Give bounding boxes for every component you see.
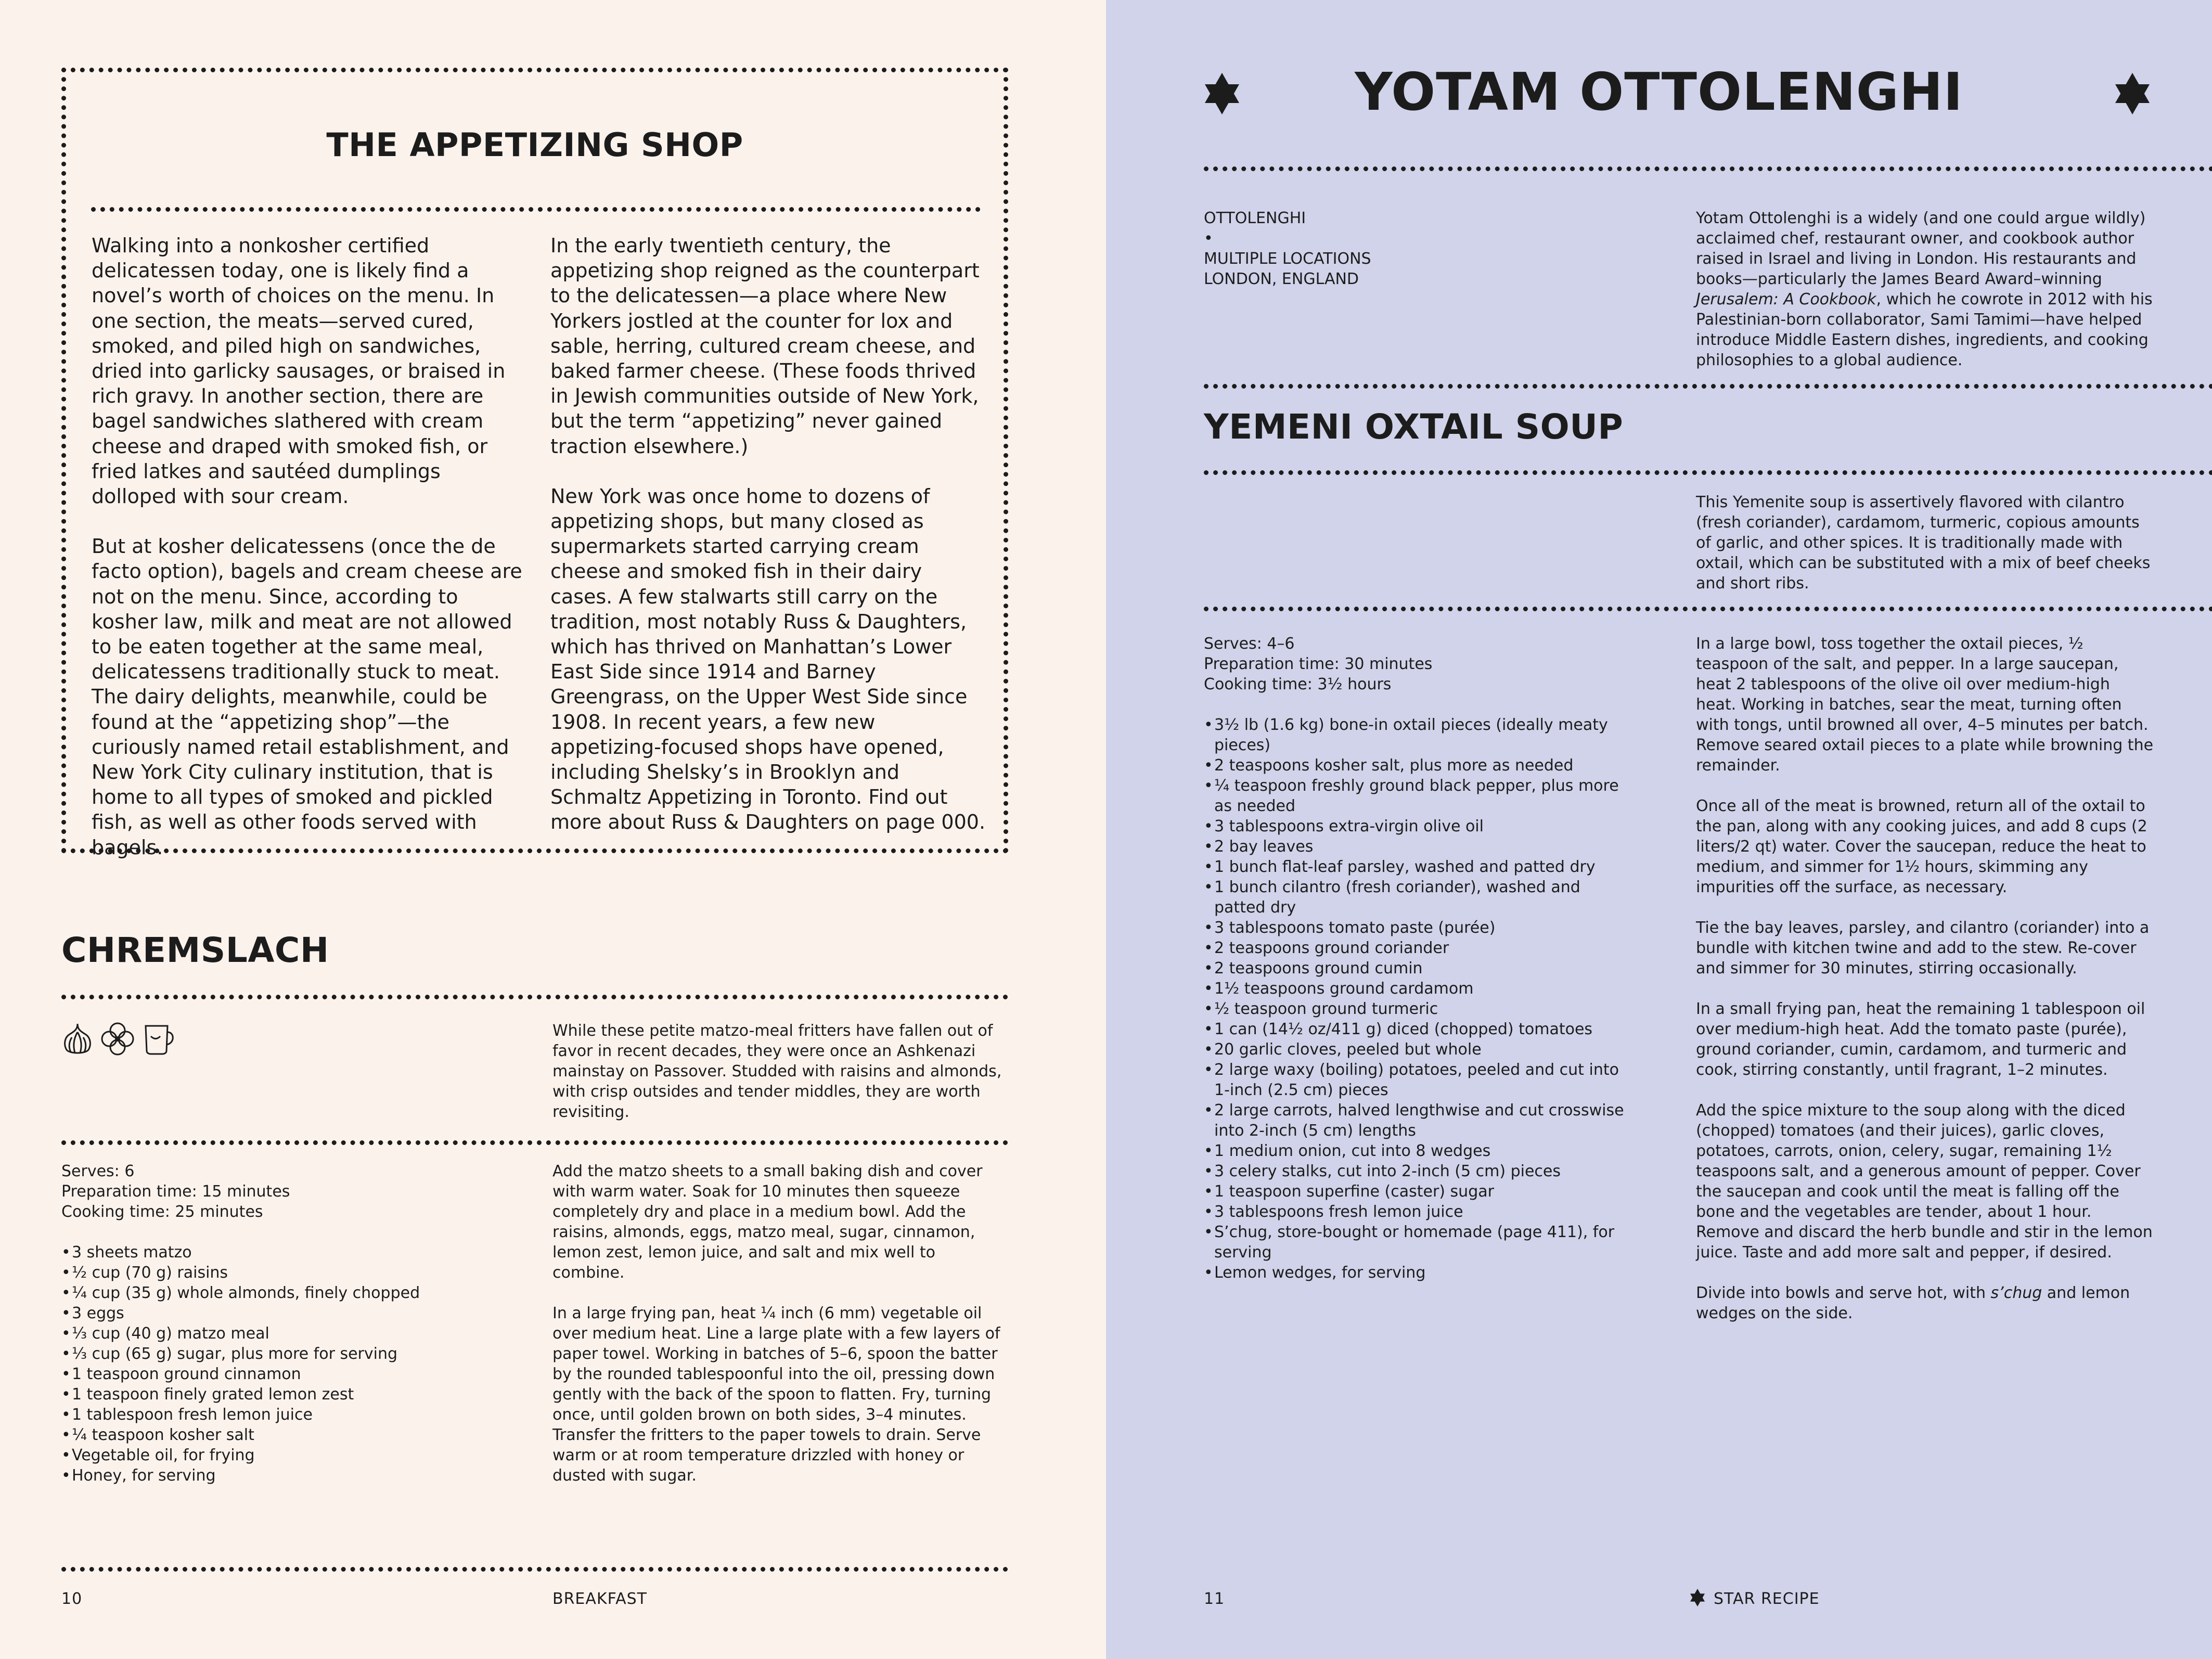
ingredient-item: • 2 teaspoons kosher salt, plus more as needed bbox=[1204, 755, 1630, 776]
method-step: Add the matzo sheets to a small baking dish and cover with warm water. Soak for 10 minutes then squeeze completely dry and place in a medium bowl. Add the raisins, almonds, eggs, matzo meal, sugar, cinnamon, lemon zest, lemon juice, and salt and mix well to combine. bbox=[552, 1162, 983, 1282]
ingredient-item: • 2 teaspoons ground coriander bbox=[1204, 938, 1630, 958]
ingredient-item: • 3 tablespoons fresh lemon juice bbox=[1204, 1202, 1630, 1222]
recipe-meta bbox=[1204, 634, 1651, 695]
restaurant-bullet: • bbox=[1204, 229, 1213, 248]
ingredient-item: • 1 bunch flat-leaf parsley, washed and patted dry bbox=[1204, 857, 1630, 877]
sidebar-column-1 bbox=[92, 233, 524, 885]
ingredient-item: • ¼ teaspoon freshly ground black pepper, plus more as needed bbox=[1204, 776, 1630, 816]
ingredient-item: • 1 teaspoon finely grated lemon zest bbox=[61, 1384, 519, 1405]
ingredient-item: • 1 teaspoon superfine (caster) sugar bbox=[1204, 1181, 1630, 1202]
section-name: BREAKFAST bbox=[552, 1590, 647, 1608]
star-of-david-icon bbox=[2114, 73, 2151, 114]
restaurant-info bbox=[1204, 208, 1620, 289]
star-of-david-icon bbox=[1690, 1589, 1705, 1606]
footer-label: STAR RECIPE bbox=[1714, 1590, 1820, 1608]
ingredient-item: • 1 can (14½ oz/411 g) diced (chopped) tomatoes bbox=[1204, 1019, 1630, 1039]
ingredient-item: • 1 tablespoon fresh lemon juice bbox=[61, 1405, 519, 1425]
sidebar-paragraph: In the early twentieth century, the appetizing shop reigned as the counterpart to the delicatessen—a place where New Yorkers jostled at the counter for lox and sable, herring, cultured cream cheese, and baked farmer cheese. (These foods thrived in Jewish communities outside of New York, but the term “appetizing” never gained traction elsewhere.) bbox=[550, 234, 980, 458]
garlic-icon bbox=[61, 1022, 94, 1056]
sidebar-title: THE APPETIZING SHOP bbox=[326, 126, 743, 164]
ingredient-item: • 3 sheets matzo bbox=[61, 1242, 519, 1263]
ingredient-item: • 3 tablespoons extra-virgin olive oil bbox=[1204, 816, 1630, 837]
recipe-icons bbox=[61, 1022, 178, 1058]
bio-book-title: Jerusalem: A Cookbook bbox=[1696, 290, 1876, 308]
recipe-title: CHREMSLACH bbox=[61, 930, 329, 970]
sidebar-paragraph: Walking into a nonkosher certified delicatessen today, one is likely find a novel’s worth of choices on the menu. In one section, the meats—served cured, smoked, and piled high on sandwiches, dried into garlicky sausages, or braised in rich gravy. In another section, there are bagel sandwiches slathered with cream cheese and draped with smoked fish, or fried latkes and sautéed dumplings dolloped with sour cream. bbox=[92, 234, 506, 508]
ingredient-item: • ¼ cup (35 g) whole almonds, finely chopped bbox=[61, 1283, 519, 1303]
ingredient-list bbox=[1204, 715, 1630, 1283]
ingredient-item: • Lemon wedges, for serving bbox=[1204, 1263, 1630, 1283]
ingredient-item: • 2 large waxy (boiling) potatoes, peeled and cut into 1-inch (2.5 cm) pieces bbox=[1204, 1060, 1630, 1100]
chef-bio bbox=[1696, 208, 2154, 370]
sidebar-paragraph: But at kosher delicatessens (once the de facto option), bagels and cream cheese are not on the menu. Since, according to kosher law, milk and meat are not allowed to be eaten together at the same meal, delicatessens traditionally stuck to meat. The dairy delights, meanwhile, could be found at the “appetizing shop”—the curiously named retail establishment, and New York City culinary institution, that is home to all types of smoked and pickled fish, as well as other foods served with bagels. bbox=[92, 535, 522, 859]
ingredient-item: • 3 celery stalks, cut into 2-inch (5 cm) pieces bbox=[1204, 1161, 1630, 1181]
page-number: 10 bbox=[61, 1590, 83, 1608]
ingredient-item: • 1 bunch cilantro (fresh coriander), washed and patted dry bbox=[1204, 877, 1630, 918]
sidebar-column-2 bbox=[550, 233, 987, 860]
chef-title-rule bbox=[1204, 166, 2212, 171]
ingredient-item: • 2 bay leaves bbox=[1204, 837, 1630, 857]
ingredient-item: • 2 teaspoons ground cumin bbox=[1204, 958, 1630, 979]
ingredient-item: • S’chug, store-bought or homemade (page 411), for serving bbox=[1204, 1222, 1630, 1263]
recipe-title-rule bbox=[61, 995, 1008, 999]
footer-rule bbox=[61, 1567, 1008, 1572]
sidebar-paragraph: New York was once home to dozens of appetizing shops, but many closed as supermarkets started carrying cream cheese and smoked fish in their dairy cases. A few stalwarts still carry on the tradition, most notably Russ & Daughters, which has thrived on Manhattan’s Lower East Side since 1914 and Barney Greengrass, on the Upper West Side since 1908. In recent years, a few new appetizing-focused shops have opened, including Shelsky’s in Brooklyn and Schmaltz Appetizing in Toronto. Find out more about Russ & Daughters on page 000. bbox=[550, 484, 986, 834]
method-step: Once all of the meat is browned, return all of the oxtail to the pan, along with any cooking juices, and add 8 cups (2 liters/2 qt) water. Cover the saucepan, reduce the heat to medium, and simmer for 1½ hours, skimming any impurities off the surface, as necessary. bbox=[1696, 797, 2147, 896]
recipe-meta bbox=[61, 1161, 519, 1222]
ingredient-item: • 20 garlic cloves, peeled but whole bbox=[1204, 1039, 1630, 1060]
mug-icon bbox=[142, 1022, 178, 1056]
ingredient-item: • 3 eggs bbox=[61, 1303, 519, 1323]
serves: Serves: 6 bbox=[61, 1162, 135, 1180]
ingredient-item: • 3 tablespoons tomato paste (purée) bbox=[1204, 918, 1630, 938]
ingredient-item: • Vegetable oil, for frying bbox=[61, 1445, 519, 1465]
method-step: Add the spice mixture to the soup along with the diced (chopped) tomatoes (and their juices), garlic cloves, potatoes, carrots, onion, celery, sugar, remaining 1½ teaspoons salt, and a generous amount of pepper. Cover the saucepan and cook until the meat is falling off the bone and the vegetables are tender, about 1 hour. Remove and discard the herb bundle and stir in the lemon juice. Taste and add more salt and pepper, if desired. bbox=[1696, 1101, 2153, 1262]
method-step: In a large bowl, toss together the oxtail pieces, ½ teaspoon of the salt, and pepper. In a large saucepan, heat 2 tablespoons of the olive oil over medium-high heat. Working in batches, sear the meat, turning often with tongs, until browned all over, 4–5 minutes per batch. Remove seared oxtail pieces to a plate while browning the remainder. bbox=[1696, 635, 2154, 775]
prep-time: Preparation time: 30 minutes bbox=[1204, 655, 1433, 673]
ingredient-item: • 3½ lb (1.6 kg) bone-in oxtail pieces (ideally meaty pieces) bbox=[1204, 715, 1630, 755]
ingredient-item: • Honey, for serving bbox=[61, 1465, 519, 1486]
bio-text: Yotam Ottolenghi is a widely (and one could argue wildly) acclaimed chef, restaurant owner, and cookbook author raised in Israel and living in London. His restaurants and books—particularly the James Beard Award–winning bbox=[1696, 209, 2146, 288]
method-text: and lemon wedges on the side. bbox=[1696, 1284, 2130, 1322]
ingredient-item: • ½ teaspoon ground turmeric bbox=[1204, 999, 1630, 1019]
ingredient-item: • ⅓ cup (40 g) matzo meal bbox=[61, 1323, 519, 1344]
method-step: Tie the bay leaves, parsley, and cilantro (coriander) into a bundle with kitchen twine and add to the stew. Re-cover and simmer for 30 minutes, stirring occasionally. bbox=[1696, 919, 2150, 978]
bio-text: , which he cowrote in 2012 with his Palestinian-born collaborator, Sami Tamimi—have helped introduce Middle Eastern dishes, ingredients, and cooking philosophies to a global audience. bbox=[1696, 290, 2153, 369]
method-text: Divide into bowls and serve hot, with bbox=[1696, 1284, 1991, 1302]
recipe-details bbox=[1204, 634, 1651, 1283]
recipe-details bbox=[61, 1161, 519, 1486]
cook-time: Cooking time: 25 minutes bbox=[61, 1203, 263, 1221]
ingredient-item: • ¼ teaspoon kosher salt bbox=[61, 1425, 519, 1445]
ingredient-item: • ½ cup (70 g) raisins bbox=[61, 1263, 519, 1283]
method-step: In a small frying pan, heat the remaining 1 tablespoon oil over medium-high heat. Add the tomato paste (purée), ground coriander, cumin, cardamom, and turmeric and cook, stirring constantly, until fragrant, 1–2 minutes. bbox=[1696, 1000, 2145, 1079]
method-step: In a large frying pan, heat ¼ inch (6 mm) vegetable oil over medium heat. Line a large plate with a few layers of paper towel. Working in batches of 5–6, spoon the batter by the rounded tablespoonful into the oil, pressing down gently with the back of the spoon to flatten. Fry, turning once, until golden brown on both sides, 3–4 minutes. Transfer the fritters to the paper towels to drain. Serve warm or at room temperature drizzled with honey or dusted with sugar. bbox=[552, 1304, 1000, 1485]
ingredient-item: • 1 teaspoon ground cinnamon bbox=[61, 1364, 519, 1384]
restaurant-city: LONDON, ENGLAND bbox=[1204, 270, 1359, 288]
cook-time: Cooking time: 3½ hours bbox=[1204, 675, 1392, 693]
bio-rule bbox=[1204, 384, 2212, 389]
right-page bbox=[1106, 0, 2212, 1659]
restaurant-locations: MULTIPLE LOCATIONS bbox=[1204, 250, 1371, 268]
recipe-title: YEMENI OXTAIL SOUP bbox=[1204, 407, 1624, 447]
prep-time: Preparation time: 15 minutes bbox=[61, 1182, 290, 1201]
flower-icon bbox=[99, 1022, 136, 1056]
restaurant-name: OTTOLENGHI bbox=[1204, 209, 1306, 227]
method-step bbox=[1696, 1283, 2154, 1323]
recipe-intro: While these petite matzo-meal fritters have fallen out of favor in recent decades, they were once an Ashkenazi mainstay on Passover. Studded with raisins and almonds, with crisp outsides and tender middles, they are worth revisiting. bbox=[552, 1022, 1002, 1121]
sidebar-title-rule bbox=[91, 207, 981, 212]
recipe-title-rule bbox=[1204, 470, 2212, 475]
ingredient-item: • ⅓ cup (65 g) sugar, plus more for serving bbox=[61, 1344, 519, 1364]
schug-term: s’chug bbox=[1990, 1284, 2042, 1302]
ingredient-item: • 1 medium onion, cut into 8 wedges bbox=[1204, 1141, 1630, 1161]
recipe-method bbox=[552, 1161, 1010, 1506]
recipe-method bbox=[1696, 634, 2154, 1344]
ingredient-list bbox=[61, 1242, 519, 1486]
recipe-intro: This Yemenite soup is assertively flavored with cilantro (fresh coriander), cardamom, turmeric, copious amounts of garlic, and other spices. It is traditionally made with oxtail, which can be substituted with a mix of beef cheeks and short ribs. bbox=[1696, 493, 2151, 593]
recipe-intro-rule bbox=[1204, 607, 2212, 611]
recipe-intro-rule bbox=[61, 1140, 1008, 1145]
ingredient-item: • 1½ teaspoons ground cardamom bbox=[1204, 979, 1630, 999]
chef-name: YOTAM OTTOLENGHI bbox=[1355, 61, 1963, 122]
ingredient-item: • 2 large carrots, halved lengthwise and cut crosswise into 2-inch (5 cm) lengths bbox=[1204, 1100, 1630, 1141]
page-number: 11 bbox=[1204, 1590, 1225, 1608]
serves: Serves: 4–6 bbox=[1204, 635, 1295, 653]
